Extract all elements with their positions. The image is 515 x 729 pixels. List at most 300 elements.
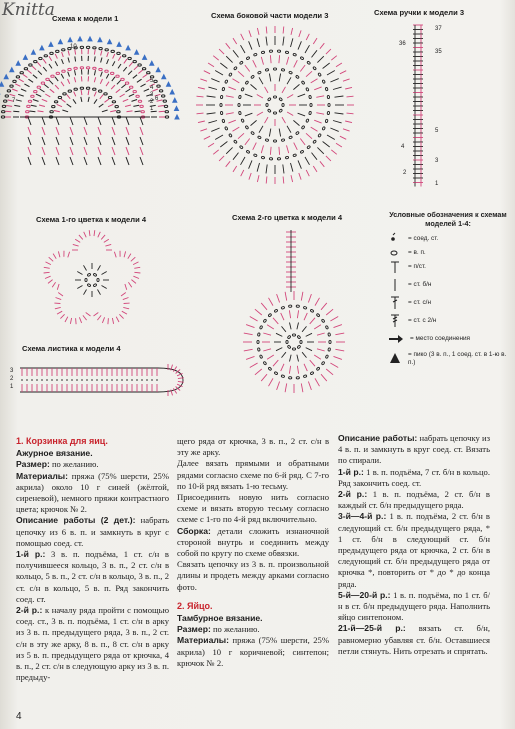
- text-column-1: [16, 436, 169, 683]
- stitch-mark: [204, 136, 210, 139]
- stitch-mark: [219, 156, 224, 161]
- m1-row-label: 2: [150, 99, 154, 105]
- chain-stitch-mark: [251, 75, 255, 79]
- stitch-mark: [283, 165, 284, 174]
- chain-stitch-mark: [20, 72, 23, 74]
- chain-stitch-mark: [10, 85, 13, 87]
- stitch-mark: [31, 105, 37, 106]
- chain-stitch-mark: [306, 87, 309, 91]
- stitch-mark: [117, 80, 121, 84]
- chain-stitch-mark: [277, 158, 280, 160]
- stitch-mark: [257, 95, 263, 99]
- stitch-mark: [102, 272, 107, 275]
- chain-stitch-mark: [39, 57, 42, 59]
- stitch-mark: [28, 157, 31, 165]
- chain-stitch-mark: [46, 78, 49, 80]
- stitch-mark: [94, 50, 95, 55]
- stitch-mark: [129, 94, 134, 96]
- chain-stitch-mark: [136, 95, 139, 97]
- stitch-mark: [100, 79, 102, 84]
- paragraph: Материалы: пряжа (75% шерсти, 25% акрила) около 10 г синей (жёлтой, сиреневой), немного пряжи контрастного цвета; крючок № 2.: [16, 470, 169, 515]
- stitch-mark: [269, 298, 274, 306]
- picot-mark: [162, 75, 166, 79]
- stitch-mark: [23, 74, 28, 77]
- chain-stitch-mark: [269, 158, 272, 160]
- stitch-mark: [245, 65, 250, 71]
- handle-row-label: 4: [401, 144, 405, 150]
- slip-stitch-icon: [388, 232, 404, 246]
- chain-stitch-mark: [238, 95, 241, 99]
- stitch-mark: [44, 84, 48, 88]
- picot-mark: [98, 38, 102, 42]
- stitch-mark: [133, 75, 137, 79]
- stitch-mark: [298, 41, 301, 49]
- chain-stitch-mark: [74, 88, 77, 90]
- chain-stitch-mark: [263, 361, 267, 365]
- stitch-mark: [113, 54, 115, 59]
- chain-stitch-mark: [225, 80, 228, 84]
- m1-row-label: 10: [70, 44, 77, 50]
- stitch-mark: [121, 84, 125, 88]
- stitch-mark: [131, 257, 136, 261]
- picot-mark: [143, 55, 147, 59]
- stitch-mark: [257, 28, 259, 35]
- stitch-mark: [207, 96, 216, 97]
- stitch-mark: [287, 126, 291, 133]
- stitch-mark: [128, 282, 131, 287]
- stitch-mark: [84, 137, 87, 145]
- stitch-mark: [285, 292, 287, 301]
- chain-stitch-mark: [246, 56, 250, 60]
- stitch-mark: [200, 79, 207, 81]
- stitch-mark: [311, 79, 318, 83]
- stitch-mark: [126, 89, 131, 92]
- stitch-mark: [321, 303, 327, 310]
- paragraph: Размер: по желанию.: [177, 624, 260, 635]
- chain-stitch-mark: [133, 61, 136, 63]
- chain-stitch-mark: [293, 154, 297, 157]
- stitch-mark: [106, 74, 109, 79]
- chain-stitch-mark: [115, 106, 118, 108]
- stitch-mark: [300, 65, 305, 71]
- paragraph: 2-й р.: 1 в. п. подъёма, 2 ст. б/н в каждый ст. б/н предыдущего ряда.: [338, 489, 490, 511]
- stitch-mark: [123, 67, 127, 71]
- m1-row-label: 7: [12, 98, 16, 104]
- paragraph: Присоединить новую нить согласно схеме и вязать вторую тесьму согласно схеме с 1-го по 4-й ряд включительно.: [177, 492, 329, 525]
- stitch-mark: [124, 251, 126, 257]
- stitch-mark: [263, 349, 271, 351]
- chain-stitch-mark: [229, 73, 233, 77]
- stitch-mark: [70, 137, 73, 145]
- stitch-mark: [334, 356, 342, 359]
- stitch-mark: [211, 79, 219, 82]
- stitch-mark: [290, 323, 292, 330]
- caption-handle-model3: Схема ручки к модели 3: [374, 8, 465, 17]
- chain-stitch-mark: [309, 111, 312, 115]
- stitch-mark: [68, 72, 70, 77]
- chain-stitch-mark: [163, 100, 166, 102]
- chain-stitch-mark: [117, 111, 120, 113]
- stitch-mark: [330, 363, 338, 368]
- stitch-mark: [340, 136, 346, 139]
- chain-stitch-mark: [285, 51, 289, 54]
- stitch-mark: [267, 325, 274, 329]
- legend-item: [384, 348, 512, 370]
- stitch-mark: [126, 157, 129, 165]
- stitch-mark: [289, 366, 290, 374]
- legend-text: = ст. б/н: [408, 281, 432, 288]
- picot-mark: [23, 55, 27, 59]
- stitch-mark: [245, 94, 253, 97]
- stitch-mark: [208, 87, 217, 89]
- stitch-mark: [273, 318, 278, 324]
- chain-stitch-mark: [157, 85, 160, 87]
- chain-stitch-mark: [257, 333, 260, 337]
- chain-stitch-mark: [274, 371, 278, 375]
- chain-stitch-mark: [318, 133, 322, 137]
- chain-stitch-mark: [165, 116, 168, 118]
- stitch-mark: [101, 58, 102, 63]
- chain-stitch-mark: [62, 70, 65, 72]
- leaf-row-label: 1: [10, 384, 14, 390]
- chain-stitch-mark: [111, 50, 114, 52]
- stitch-mark: [55, 61, 58, 66]
- stitch-mark: [283, 37, 284, 46]
- stitch-mark: [215, 135, 223, 140]
- chain-stitch-mark: [68, 68, 71, 70]
- handle-row-label: 37: [435, 26, 442, 32]
- stitch-mark: [70, 318, 71, 324]
- stitch-mark: [68, 58, 69, 63]
- stitch-mark: [326, 156, 331, 161]
- stitch-mark: [15, 84, 20, 87]
- picot-mark: [4, 75, 8, 79]
- chain-stitch-mark: [54, 101, 57, 103]
- stitch-mark: [12, 89, 18, 91]
- stitch-mark: [294, 60, 298, 67]
- chain-stitch-mark: [325, 119, 328, 123]
- stitch-mark: [347, 113, 354, 114]
- caption-side-model3: Схема боковой части модели 3: [211, 11, 329, 20]
- paragraph: Описание работы (2 дет.): набрать цепочку из 6 в. п. и замкнуть в круг с помощью соед. ст.: [16, 515, 170, 548]
- stitch-mark: [266, 27, 267, 34]
- watermark: Knitta: [2, 0, 55, 20]
- stitch-mark: [197, 113, 204, 114]
- stitch-mark: [119, 314, 123, 318]
- stitch-mark: [298, 113, 306, 116]
- chain-stitch-mark: [310, 309, 314, 313]
- stitch-mark: [88, 90, 89, 95]
- stitch-mark: [241, 170, 244, 176]
- chain-stitch-mark: [307, 61, 311, 65]
- stitch-mark: [200, 129, 207, 131]
- stitch-mark: [21, 89, 26, 91]
- stitch-mark: [144, 89, 149, 91]
- stitch-mark: [207, 113, 216, 114]
- chain-stitch-mark: [313, 140, 317, 144]
- stitch-mark: [213, 150, 219, 154]
- stitch-mark: [48, 280, 53, 284]
- text-column-3: [338, 433, 490, 657]
- stitch-mark: [124, 59, 127, 63]
- m1-row-label: 6: [155, 96, 159, 102]
- stitch-mark: [220, 142, 227, 148]
- chain-stitch-mark: [225, 126, 228, 130]
- stitch-mark: [36, 94, 41, 96]
- picot-mark: [68, 38, 72, 42]
- stitch-mark: [327, 135, 335, 140]
- stitch-mark: [335, 349, 344, 351]
- stitch-mark: [101, 51, 102, 56]
- picot-mark: [88, 37, 92, 41]
- stitch-mark: [42, 99, 47, 101]
- stitch-mark: [226, 161, 230, 167]
- stitch-mark: [32, 66, 36, 70]
- chain-stitch-mark: [296, 305, 299, 308]
- paragraph: Сборка: детали сложить изнаночной стороной внутрь и соединить между собой по кругу по схеме обвязки.: [177, 525, 329, 559]
- stitch-mark: [129, 62, 133, 66]
- stitch-mark: [19, 79, 24, 82]
- chain-stitch-mark: [97, 278, 99, 281]
- stitch-mark: [61, 74, 64, 79]
- chain-stitch-mark: [261, 156, 265, 159]
- stitch-mark: [282, 352, 286, 357]
- stitch-mark: [226, 147, 232, 153]
- chain-stitch-mark: [140, 105, 143, 107]
- stitch-mark: [265, 117, 269, 123]
- stitch-mark: [5, 111, 11, 112]
- stitch-mark: [297, 366, 298, 374]
- stitch-mark: [310, 318, 315, 324]
- stitch-mark: [334, 325, 342, 328]
- chain-stitch-mark: [74, 67, 77, 69]
- stitch-mark: [282, 326, 286, 331]
- leaf-row-label: 2: [10, 376, 14, 382]
- stitch-mark: [75, 239, 80, 242]
- chain-stitch-mark: [316, 367, 320, 371]
- stitch-mark: [56, 127, 59, 135]
- stitch-mark: [249, 41, 252, 49]
- stitch-mark: [62, 110, 68, 112]
- stitch-mark: [70, 157, 73, 165]
- stitch-mark: [61, 82, 64, 86]
- stitch-mark: [62, 52, 64, 57]
- stitch-mark: [302, 326, 306, 331]
- stitch-mark: [330, 79, 338, 82]
- stitch-mark: [259, 126, 263, 133]
- stitch-mark: [42, 117, 45, 125]
- stitch-mark: [233, 153, 239, 160]
- chain-stitch-mark: [301, 81, 305, 85]
- stitch-mark: [106, 82, 109, 86]
- stitch-mark: [123, 298, 129, 300]
- chain-stitch-mark: [164, 105, 167, 107]
- picot-mark: [78, 37, 82, 41]
- stitch-mark: [98, 157, 101, 165]
- stitch-mark: [255, 369, 262, 375]
- stitch-mark: [94, 99, 97, 103]
- stitch-mark: [320, 43, 324, 49]
- stitch-mark: [313, 38, 317, 44]
- stitch-mark: [228, 87, 235, 90]
- stitch-mark: [282, 117, 286, 123]
- stitch-mark: [281, 313, 284, 320]
- stitch-mark: [77, 272, 82, 275]
- stitch-mark: [293, 84, 299, 89]
- treble-crochet-icon: [388, 314, 404, 328]
- chain-stitch-mark: [286, 340, 288, 343]
- stitch-mark: [98, 290, 101, 295]
- chain-stitch-mark: [29, 64, 32, 66]
- stitch-mark: [61, 99, 66, 102]
- stitch-mark: [293, 120, 299, 125]
- stitch-mark: [299, 30, 301, 37]
- stitch-mark: [112, 137, 115, 145]
- stitch-mark: [49, 64, 52, 68]
- stitch-mark: [226, 113, 234, 115]
- stitch-mark: [10, 94, 16, 96]
- stitch-mark: [269, 129, 270, 137]
- stitch-mark: [42, 147, 45, 155]
- stitch-mark: [250, 317, 258, 322]
- stitch-mark: [323, 142, 330, 148]
- paragraph: щего ряда от крючка, 3 в. п., 2 ст. с/н в эту же арку.: [177, 436, 329, 458]
- chain-stitch-mark: [56, 72, 59, 74]
- paragraph: 2-й р.: к началу ряда пройти с помощью соед. ст., 3 в. п. подъёма, 1 ст. с/н в арку из 3 в. п. предыдущего ряда, 3 в. п., 2 ст. с/н в эту же арку, 8 в. п., 8 ст. с/н в арку из 5 в. п. предыдущего ряда от крючка, 4 в. п., 2 ст. с/н в следующую арку из 3 в. п. предыду-: [16, 605, 169, 683]
- legend-item: [384, 246, 512, 260]
- stitch-mark: [123, 99, 128, 101]
- stitch-mark: [102, 110, 108, 112]
- stitch-mark: [141, 84, 146, 87]
- stitch-mark: [345, 87, 352, 89]
- chain-stitch-mark: [58, 96, 61, 98]
- stitch-mark: [253, 143, 257, 150]
- stitch-mark: [105, 244, 111, 246]
- leaf-row-label: 3: [10, 368, 14, 374]
- stitch-mark: [105, 99, 110, 102]
- stitch-mark: [279, 147, 280, 155]
- chain-stitch-mark: [321, 319, 325, 323]
- stitch-mark: [62, 59, 64, 64]
- stitch-mark: [74, 92, 76, 97]
- chain-stitch-mark: [117, 52, 120, 54]
- chain-stitch-mark: [7, 90, 10, 92]
- chain-stitch-mark: [293, 53, 297, 56]
- stitch-mark: [213, 56, 219, 60]
- chain-stitch-mark: [85, 278, 87, 281]
- stitch-mark: [107, 52, 109, 57]
- stitch-mark: [197, 96, 204, 97]
- diagram-leaf-model4: [8, 352, 188, 422]
- stitch-mark: [261, 145, 263, 153]
- stitch-mark: [315, 298, 320, 306]
- chain-stitch-mark: [274, 309, 278, 313]
- chain-stitch-mark: [261, 51, 265, 54]
- diagram-flower2-model4: [226, 224, 371, 399]
- chain-stitch-mark: [123, 55, 126, 57]
- chain-stitch-mark: [44, 55, 47, 57]
- single-crochet-icon: [388, 278, 404, 292]
- stitch-mark: [226, 56, 232, 62]
- chain-stitch-mark: [295, 75, 299, 79]
- stitch-mark: [6, 106, 12, 107]
- stitch-mark: [116, 89, 120, 93]
- chain-stitch-mark: [296, 377, 299, 380]
- chain-stitch-mark: [159, 90, 162, 92]
- section-subheading: Ажурное вязание.: [16, 448, 93, 459]
- picot-mark: [31, 50, 35, 54]
- chain-stitch-mark: [253, 53, 257, 56]
- stitch-mark: [270, 147, 271, 155]
- chain-stitch-mark: [267, 109, 271, 113]
- stitch-mark: [65, 317, 68, 322]
- stitch-mark: [24, 84, 29, 87]
- page-number: 4: [16, 711, 22, 722]
- stitch-mark: [317, 147, 323, 153]
- stitch-mark: [112, 127, 115, 135]
- picot-mark: [170, 90, 174, 94]
- stitch-mark: [298, 94, 306, 97]
- stitch-mark: [250, 363, 258, 368]
- stitch-mark: [317, 56, 323, 62]
- caption-model1: Схема к модели 1: [52, 14, 119, 23]
- paragraph: 1-й р.: 1 в. п. подъёма, 7 ст. б/н в кольцо. Ряд закончить соед. ст.: [338, 466, 491, 488]
- stitch-mark: [305, 157, 310, 165]
- chain-stitch-mark: [281, 375, 285, 378]
- paragraph: Далее вязать прямыми и обратными рядами согласно схеме по 6-й ряд. С 7-го по 10-й ряд вязать 1-ю тесьму.: [177, 458, 329, 491]
- stitch-mark: [311, 127, 318, 131]
- stitch-mark: [104, 239, 109, 242]
- stitch-mark: [281, 364, 284, 371]
- stitch-mark: [233, 127, 240, 131]
- chain-stitch-mark: [257, 71, 261, 74]
- chain-stitch-mark: [300, 340, 302, 343]
- stitch-mark: [255, 309, 262, 315]
- section-heading: 2. Яйцо.: [177, 600, 213, 611]
- picot-mark: [117, 42, 121, 46]
- chain-stitch-mark: [273, 140, 276, 142]
- stitch-mark: [333, 87, 342, 89]
- stitch-mark: [306, 348, 312, 351]
- chain-stitch-mark: [1, 116, 4, 118]
- stitch-mark: [310, 360, 315, 366]
- chain-stitch-mark: [259, 325, 262, 329]
- stitch-mark: [298, 160, 301, 168]
- m1-row-label: 5: [150, 78, 154, 84]
- stitch-mark: [251, 84, 257, 89]
- stitch-mark: [140, 147, 143, 155]
- stitch-mark: [75, 56, 76, 61]
- chain-stitch-mark: [238, 111, 241, 115]
- chain-stitch-mark: [27, 105, 30, 107]
- picot-mark: [126, 46, 130, 50]
- chain-stitch-mark: [34, 61, 37, 63]
- chain-stitch-icon: [388, 246, 404, 260]
- stitch-mark: [16, 100, 22, 101]
- stitch-mark: [81, 97, 82, 102]
- stitch-mark: [42, 157, 45, 165]
- stitch-mark: [257, 175, 259, 182]
- handle-row-label: 5: [435, 128, 439, 134]
- stitch-mark: [326, 49, 331, 54]
- legend-item: [384, 332, 512, 348]
- stitch-mark: [110, 111, 116, 112]
- chain-stitch-mark: [251, 131, 255, 135]
- chain-stitch-mark: [295, 131, 299, 135]
- stitch-mark: [313, 166, 317, 172]
- stitch-mark: [55, 54, 57, 59]
- chain-stitch-mark: [257, 136, 261, 139]
